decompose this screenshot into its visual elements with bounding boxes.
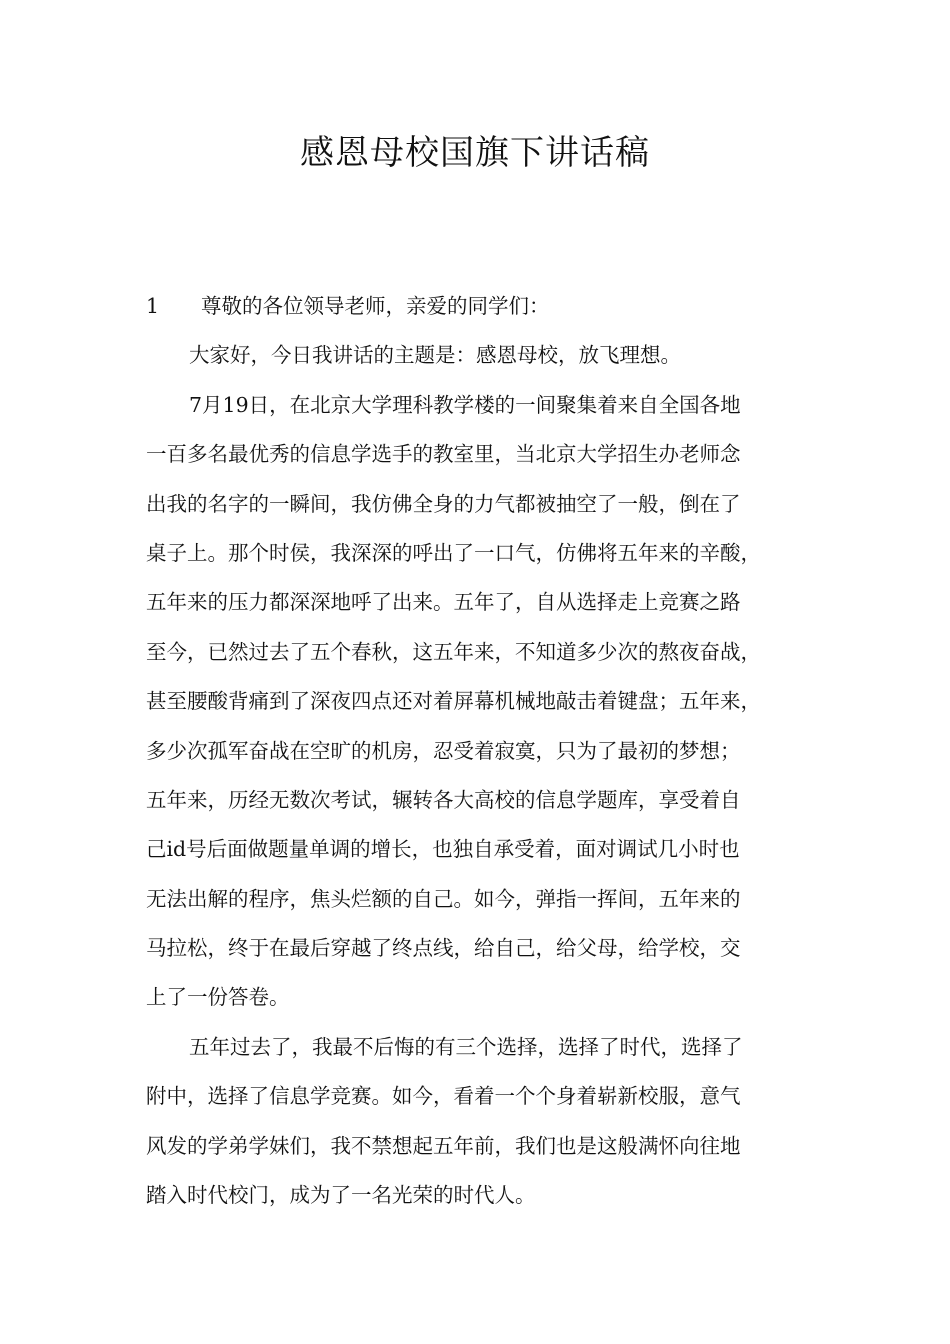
greeting-line xyxy=(146,282,826,331)
document-title: 感恩母校国旗下讲话稿 xyxy=(300,133,650,173)
text-line: 踏入时代校门，成为了一名光荣的时代人。 xyxy=(146,1183,536,1208)
text-line: 上了一份答卷。 xyxy=(146,985,290,1010)
text-line: 至今，已然过去了五个春秋，这五年来，不知道多少次的熬夜奋战， xyxy=(146,639,761,664)
text-line: 无法出解的程序，焦头烂额的自己。如今，弹指一挥间，五年来的 xyxy=(146,886,741,911)
item-number: 1 xyxy=(146,294,160,318)
text-line: 7月19日，在北京大学理科教学楼的一间聚集着来自全国各地 xyxy=(189,392,741,417)
text-line: 出我的名字的一瞬间，我仿佛全身的力气都被抽空了一般，倒在了 xyxy=(146,491,741,516)
text-line: 五年来，历经无数次考试，辗转各大高校的信息学题库，享受着自 xyxy=(146,787,741,812)
document-body xyxy=(146,282,826,1220)
greeting-text: 尊敬的各位领导老师，亲爱的同学们： xyxy=(201,294,550,318)
text-line: 桌子上。那个时侯，我深深的呼出了一口气，仿佛将五年来的辛酸， xyxy=(146,540,761,565)
text-line: 一百多名最优秀的信息学选手的教室里，当北京大学招生办老师念 xyxy=(146,442,741,467)
text-line: 风发的学弟学妹们，我不禁想起五年前，我们也是这般满怀向往地 xyxy=(146,1133,741,1158)
text-line: 大家好，今日我讲话的主题是：感恩母校，放飞理想。 xyxy=(189,343,681,368)
text-line: 五年过去了，我最不后悔的有三个选择，选择了时代，选择了 xyxy=(189,1034,743,1059)
text-line: 己id号后面做题量单调的增长，也独自承受着，面对调试几小时也 xyxy=(146,837,740,862)
text-line: 多少次孤军奋战在空旷的机房，忍受着寂寞，只为了最初的梦想； xyxy=(146,738,741,763)
text-line: 附中，选择了信息学竞赛。如今，看着一个个身着崭新校服，意气 xyxy=(146,1084,741,1109)
text-line: 马拉松，终于在最后穿越了终点线，给自己，给父母，给学校，交 xyxy=(146,936,741,961)
text-line: 五年来的压力都深深地呼了出来。五年了，自从选择走上竞赛之路 xyxy=(146,590,741,615)
text-line: 甚至腰酸背痛到了深夜四点还对着屏幕机械地敲击着键盘；五年来， xyxy=(146,689,761,714)
